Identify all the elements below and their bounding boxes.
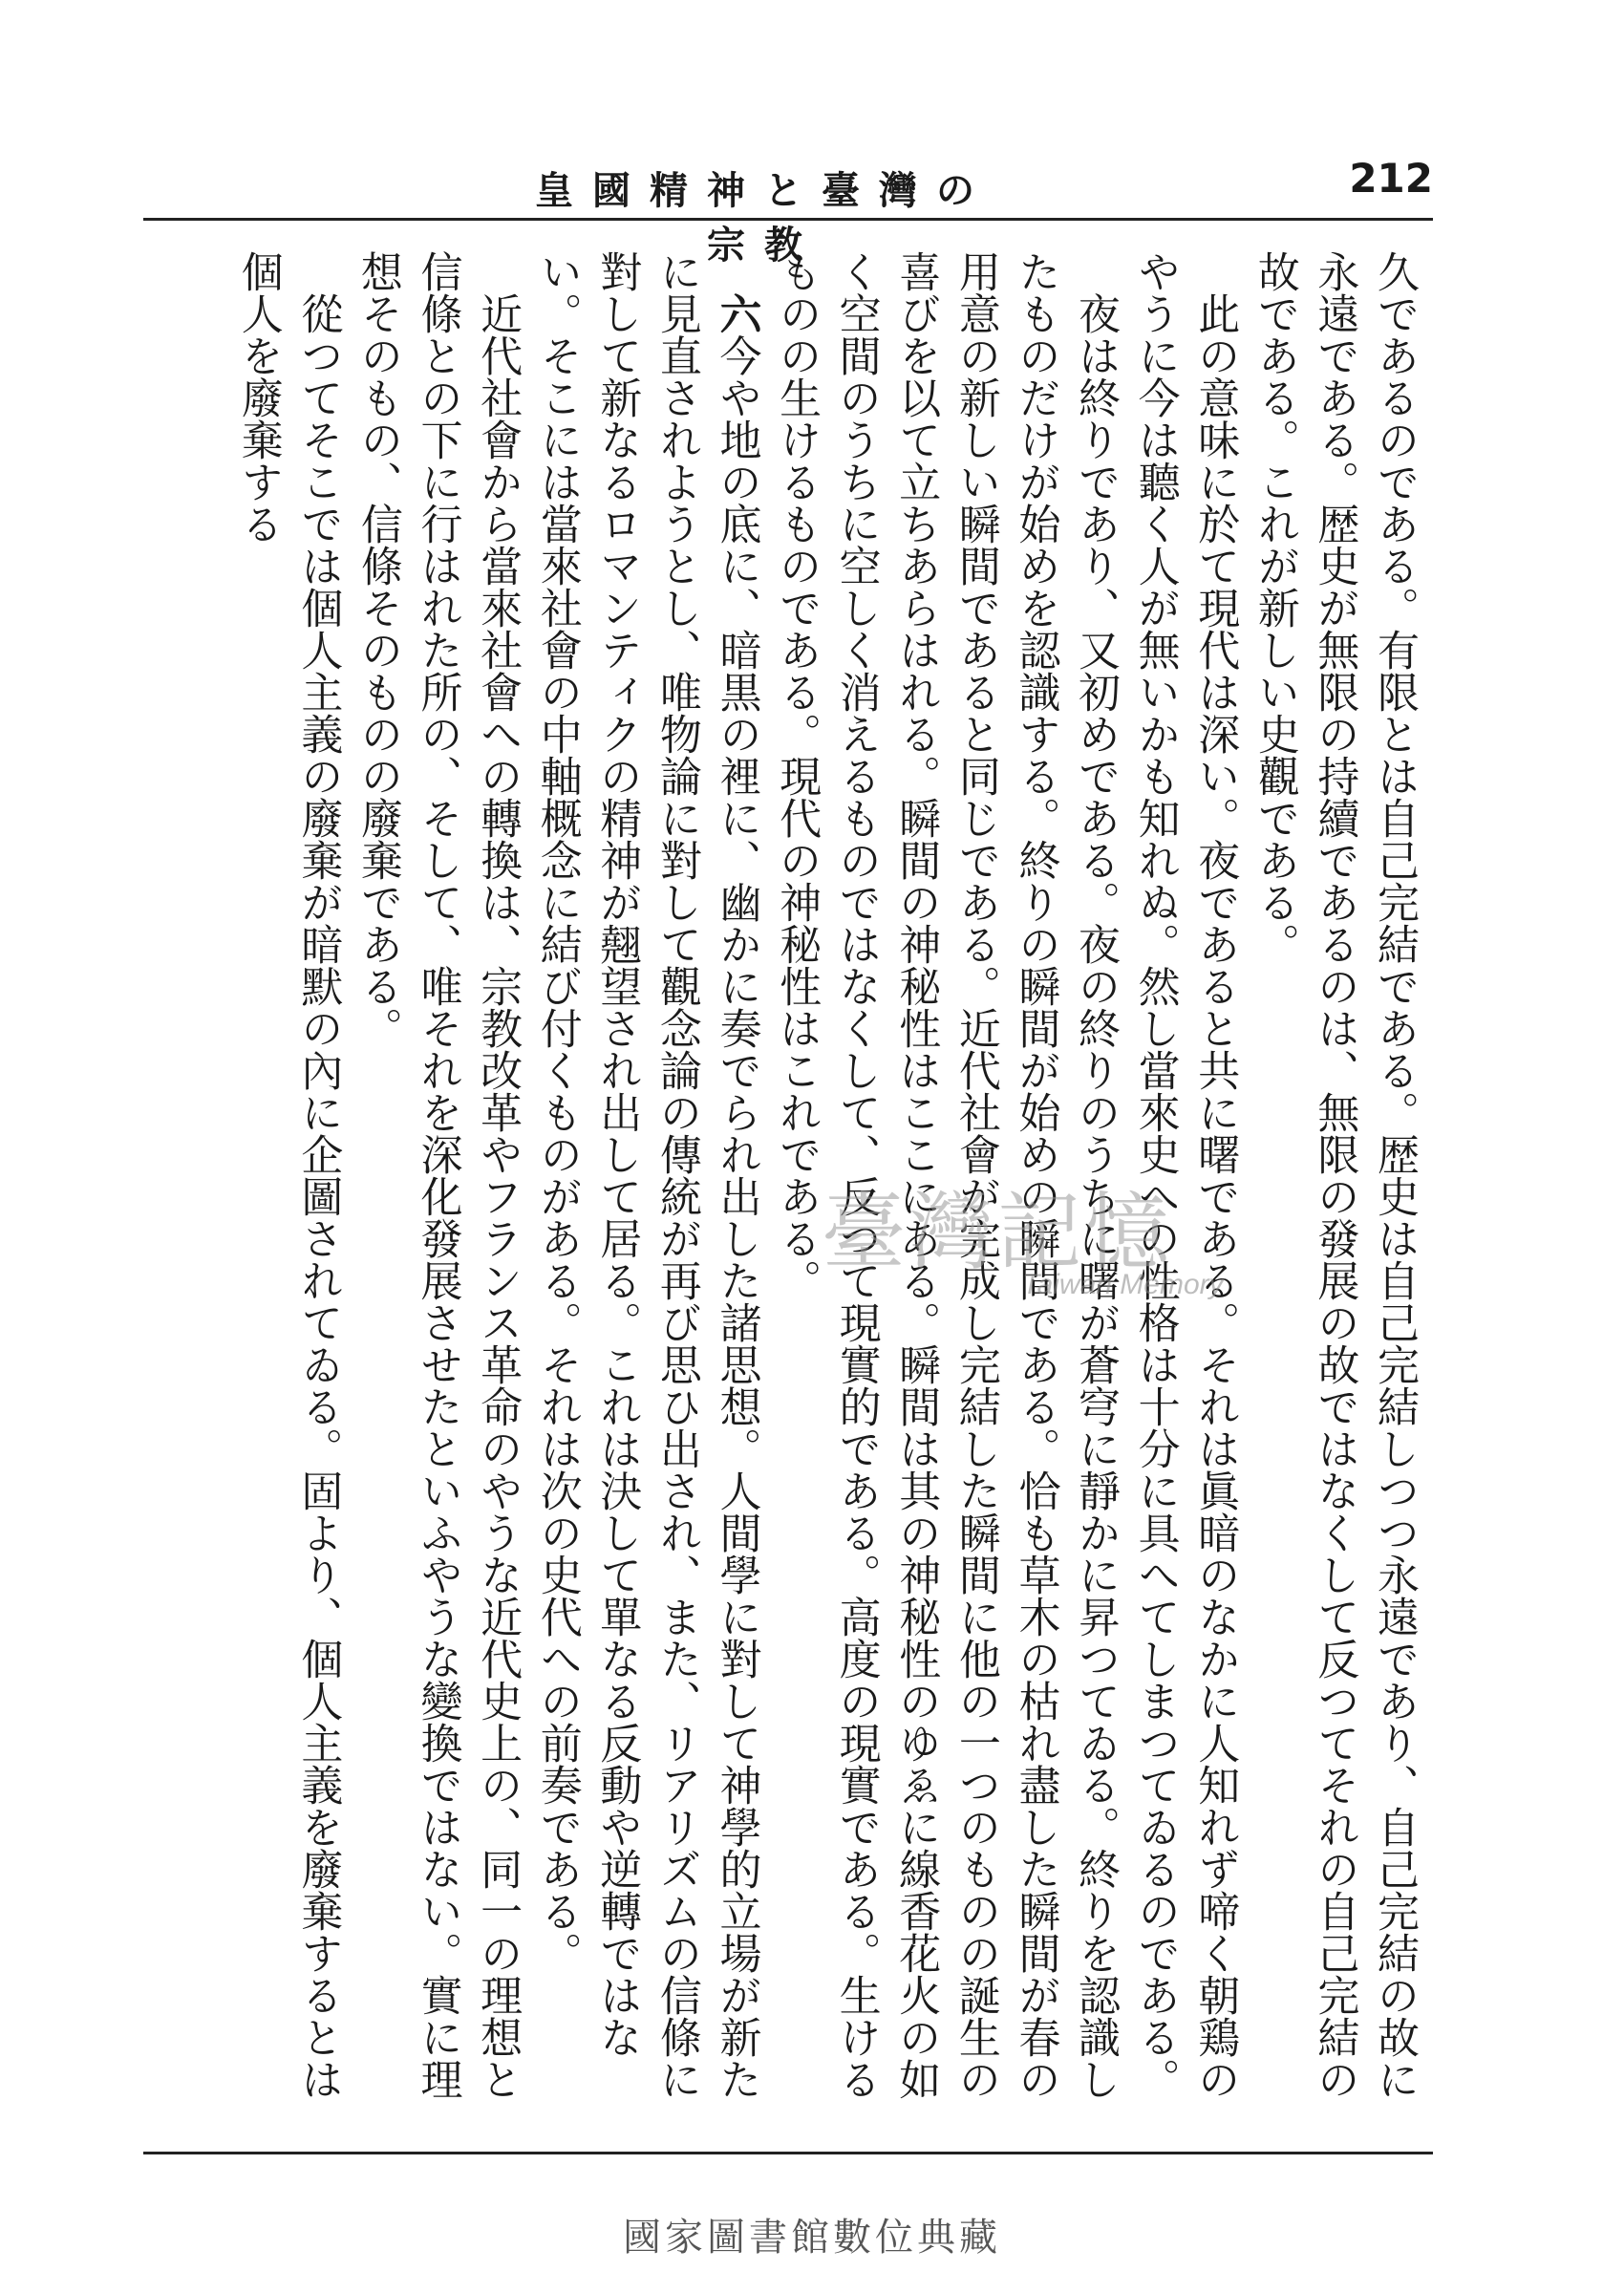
paragraph: 近代社會から當來社會への轉換は、宗教改革やフランス革命のやうな近代史上の、同一の理想と信條との下に行はれた所の、そして、唯それを深化發展させたといふやうな變換ではない。實に理想そのもの、信條そのものの廢棄である。 xyxy=(353,250,523,2100)
paragraph: 此の意味に於て現代は深い。夜であると共に曙である。それは眞暗のなかに人知れず啼く朝鶏のやうに今は聽く人が無いかも知れぬ。然し當來史への性格は十分に具へてしまつてゐるのである。 xyxy=(1130,250,1240,2100)
section-text: 今や地の底に、暗黒の裡に、幽かに奏でられ出した諸思想。人間學に對して神學的立場が新たに見直されようとし、唯物論に對して觀念論の傳統が再び思ひ出され、また、リアリズムの信條に對して新なるロマンティクの精神が翹望され出して居る。これは決して單なる反動や逆轉ではない。そこには當來社會の中軸概念に結び付くものがある。それは次の史代への前奏である。 xyxy=(532,250,761,2100)
paragraph: 從つてそこでは個人主義の廢棄が暗默の內に企圖されてゐる。固より、個人主義を廢棄するとは個人を廢棄する xyxy=(233,250,343,2100)
page-number: 212 xyxy=(1349,155,1433,202)
paragraph: 久であるのである。有限とは自己完結である。歴史は自己完結しつつ永遠であり、自己完結の故に永遠である。歴史が無限の持續であるのは、無限の發展の故ではなくして反つてそれの自己完結の故である。これが新しい史觀である。 xyxy=(1250,250,1419,2100)
watermark-subtext: Taiwan Memory xyxy=(1022,1269,1224,1300)
footer-credit: 國家圖書館數位典藏 xyxy=(623,2216,1001,2260)
header-rule xyxy=(143,218,1433,221)
running-title: 皇國精神と臺灣の宗教 xyxy=(535,168,994,268)
paragraph: 夜は終りであり、又初めである。夜の終りのうちに曙が蒼穹に靜かに昇つてゐる。終りを認識したものだけが始めを認識する。終りの瞬間が始めの瞬間である。恰も草木の枯れ盡した瞬間が春の用意の新しい瞬間であると同じである。近代社會が完成し完結した瞬間に他の一つのものの誕生の喜びを以て立ちあらはれる。瞬間の神秘性はここにある。瞬間は其の神秘性のゆゑに線香花火の如く空間のうちに空しく消えるものではなくして、反つて現實的である。高度の現實である。生けるものの生けるものである。現代の神秘性はこれである。 xyxy=(772,250,1121,2100)
section-paragraph xyxy=(526,250,765,2123)
body-text xyxy=(143,250,1423,2123)
section-number: 六 xyxy=(712,292,761,334)
footer-rule xyxy=(143,2152,1433,2154)
watermark-text: 臺灣記憶 xyxy=(822,1183,1174,1281)
